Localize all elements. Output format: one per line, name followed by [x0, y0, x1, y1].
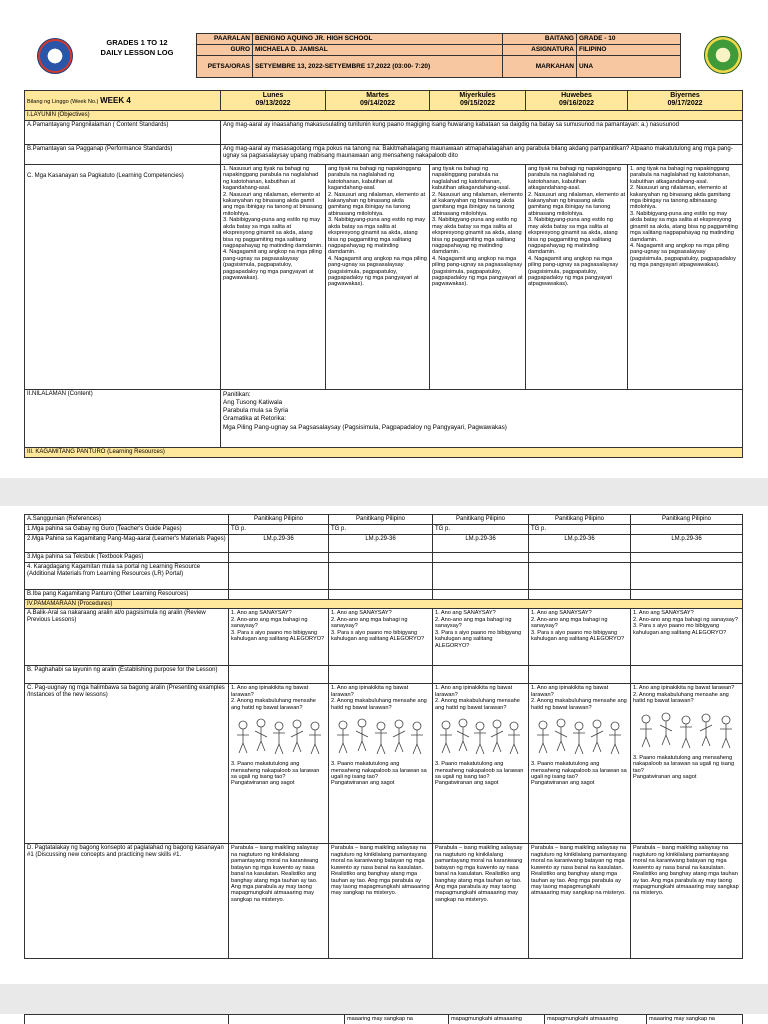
day-huwebes [526, 91, 628, 111]
people-sketch-icon [531, 713, 627, 759]
continuation-table [24, 1014, 743, 1024]
pagtalakay-col2: Parabula – isang maikling salaysay na nagtuturo ng kinikilalang pamantayang moral na karaniwang batayan ng mga kuwento ay nasa banal na kasulatan. Realistiko ang banghay atang mga tauhan ay tao. Ang mga parabula ay may taong mapagmungkahi atmaaaring may sangkap na misteryo. [329, 844, 433, 959]
pagugnay-col4 [529, 684, 631, 844]
day-date: 09/15/2022 [459, 100, 496, 108]
pagugnay-label: C. Pag-uugnay ng mga halimbawa sa bagong aralin (Presenting examples /Instances of the new lessons) [25, 684, 229, 844]
pagugnay-col1 [229, 684, 329, 844]
balik-col4: 1. Ano ang SANAYSAY? 2. Ano-ano ang mga bahagi ng sanaysay? 3. Para s aiyo paano mo bibigyang kahulugan ang salitang ALEGORYO? [529, 609, 631, 666]
pagugnay-col2 [329, 684, 433, 844]
teksbuk-label: 3.Mga pahina sa Teksbuk (Textbook Pages) [25, 552, 229, 562]
people-illustration [231, 713, 326, 759]
label-asignatura: ASIGNATURA [503, 45, 577, 56]
pagugnay-questions: 1. Ano ang ipinakikita ng bawat larawan? 2. Anong makabuluhang mensahe ang hatid ng bawat larawan? [531, 685, 627, 711]
procedures-table [24, 514, 743, 959]
sanggunian-col4: Panitikang Pilipino [529, 515, 631, 525]
value-paaralan: BENIGNO AQUINO JR. HIGH SCHOOL [253, 34, 503, 45]
label-baitang: BAITANG [503, 34, 577, 45]
section-kagamitang: III. KAGAMITANG PANTURO (Learning Resources) [25, 447, 743, 457]
value-asignatura: FILIPINO [577, 45, 681, 56]
day-date: 09/13/2022 [255, 100, 291, 108]
gabay-col2: TG p. [329, 524, 433, 534]
header-title-line1: GRADES 1 TO 12 [106, 38, 168, 47]
balik-label: A.Balik-Aral sa nakaraang aralin at/o pagsisimula ng aralin (Review Previous Lessons) [25, 609, 229, 666]
pagugnay-followup: 3. Paano makatutulong ang mensaheng nakapaloob sa larawan sa ugali ng isang tao? Pangatwiranan ang sagot [633, 754, 735, 780]
week-cell [25, 91, 221, 111]
week-label: Bilang ng Linggo (Week No.) [27, 98, 99, 105]
balik-col2: 1. Ano ang SANAYSAY? 2. Ano-ano ang mga bahagi ng sanaysay? 3. Para s aiyo paano mo bibigyang kahulugan ang salitang ALEGORYO? [329, 609, 433, 666]
pamantayang-text: Ang mag-aaral ay inaasahang makasusulating tunitunin kung paano magiging isang huwarang kabataan sa daigdig na batay sa sumusunod na pamantayan: a.) nasusunod [221, 120, 743, 144]
continuation-col3: mapagmungkahi atmaaaring [449, 1015, 545, 1024]
label-markahan: MARKAHAN [503, 56, 577, 78]
sanggunian-label: A.Sanggunian (References) [25, 515, 229, 525]
kasanayan-label-cell [25, 164, 221, 389]
pagugnay-questions: 1. Ano ang ipinakikita ng bawat larawan? 2. Anong makabuluhang mensahe ang hatid ng bawat larawan? [231, 685, 316, 711]
value-petsa: SETYEMBRE 13, 2022-SETYEMBRE 17,2022 (03:00- 7:20) [253, 56, 503, 78]
day-biyernes [628, 91, 743, 111]
day-name: Miyerkules [459, 92, 496, 99]
day-miyerkules [430, 91, 526, 111]
header-info-table [196, 33, 681, 78]
pagugnay-questions: 1. Ano ang ipinakikita ng bawat larawan? 2. Anong makabuluhang mensahe ang hatid ng bawat larawan? [633, 685, 735, 705]
page-gap-1 [0, 478, 768, 506]
header-title-line2: DAILY LESSON LOG [100, 48, 174, 58]
pagtalakay-col4: Parabula – isang maikling salaysay na nagtuturo ng kinikilalang pamantayang moral na karaniwang batayan ng mga kuwento ay nasa banal na kasulatan. Realistiko ang banghay atang mga tauhan ay tao. Ang mga parabula ay may taong mapagmungkahi atmaaaring may sangkap na misteryo. [529, 844, 631, 959]
pagugnay-followup: 3. Paano makatutulong ang mensaheng nakapaloob sa larawan sa ugali ng isang tao? Pangatwiranan ang sagot [531, 761, 627, 787]
continuation-col5: maaaring may sangkap na [647, 1015, 743, 1024]
school-seal [704, 36, 742, 74]
header-title [82, 38, 192, 58]
gabay-label: 1.Mga pahina sa Gabay ng Guro (Teacher's Guide Pages) [25, 524, 229, 534]
section-layunin: I.LAYUNIN (Objectives) [25, 111, 743, 121]
continuation-col2: maaaring may sangkap na [345, 1015, 449, 1024]
value-baitang: GRADE - 10 [577, 34, 681, 45]
pagugnay-followup: 3. Paano makatutulong ang mensaheng nakapaloob sa larawan sa ugali ng isang tao? Pangatwiranan ang sagot [435, 761, 524, 787]
pagugnay-followup: 3. Paano makatutulong ang mensaheng nakapaloob sa larawan sa ugali ng isang tao? Pangatwiranan ang sagot [231, 761, 320, 787]
gabay-col4: TG p. [529, 524, 631, 534]
value-markahan: UNA [577, 56, 681, 78]
kasanayan-col4: ang tiyak na bahagi ng napakinggang parabula na naglalahad ng katotohanan, kabutihan atkagandahang-asal. 2. Nasusuri ang nilalaman, elemento at kakanyahan ng binasang akda gamitang mga ibinigay na tanong atbinasang mitolohiya. 3. Nabibigyang-puna ang estilo ng may akda batay sa mga salita at ekspresyong ginamit sa akda, atang bisa ng paggamiting mga salitang nagpapahayag ng matinding damdamin. 4. Nagagamit ang angkop na mga piling pang-ugnay sa pagsasalaysay (pagsisimula, pagpapatuloy, pagpapadaloy ng mga pangyayari atpagwawakas). [526, 164, 628, 389]
value-guro: MICHAELA D. JAMISAL [253, 45, 503, 56]
sanggunian-col3: Panitikang Pilipino [433, 515, 529, 525]
nilalaman-text: Panitikan: Ang Tusong Katiwala Parabula mula sa Syria Gramatika at Retorika: Mga Piling Pang-ugnay sa Pagsasalaysay (Pagsisimula, Pagpapadaloy ng Pangyayari, Pagwawakas) [221, 389, 743, 447]
people-sketch-icon [633, 707, 739, 753]
kagamitan-col2: LM.p.29-36 [329, 534, 433, 552]
people-illustration [531, 713, 628, 759]
pamantayang-label: A.Pamantayang Pangnilalaman ( Content Standards) [25, 120, 221, 144]
day-lunes [221, 91, 326, 111]
kagamitan-col5: LM.p.29-36 [631, 534, 743, 552]
kagamitan-col4: LM.p.29-36 [529, 534, 631, 552]
day-date: 09/17/2022 [667, 100, 703, 108]
week-value: WEEK 4 [100, 95, 131, 105]
pagugnay-col5 [631, 684, 743, 844]
kagamitan-col1: LM.p.29-36 [229, 534, 329, 552]
kagamitan-label: 2.Mga Pahina sa Kagamitang Pang-Mag-aaral (Learner's Materials Pages) [25, 534, 229, 552]
label-paaralan: PAARALAN [197, 34, 253, 45]
pagugnay-followup: 3. Paano makatutulong ang mensaheng nakapaloob sa larawan sa ugali ng isang tao? Pangatwiranan ang sagot [331, 761, 427, 787]
sanggunian-col1: Panitikang Pilipino [229, 515, 329, 525]
page-gap-2 [0, 984, 768, 1014]
paghahabi-label: B. Paghahabi sa layunin ng aralin (Establishing purpose for the Lesson) [25, 666, 229, 684]
label-guro: GURO [197, 45, 253, 56]
balik-col3: 1. Ano ang SANAYSAY? 2. Ano-ano ang mga bahagi ng sanaysay? 3. Para s aiyo paano mo bibigyang kahulugan ang salitang ALEGORYO? [433, 609, 529, 666]
gabay-col5 [631, 524, 743, 534]
pagtalakay-col1: Parabula – isang maikling salaysay na nagtuturo ng kinikilalang pamantayang moral na karaniwang batayan ng mga kuwento ay nasa banal na kasulatan. Realistiko ang banghay atang mga tauhan ay tao. Ang mga parabula ay may taong mapagmungkahi atmaaaring may sangkap na misteryo. [229, 844, 329, 959]
people-illustration [633, 707, 740, 753]
people-illustration [435, 713, 526, 759]
kagamitan-col3: LM.p.29-36 [433, 534, 529, 552]
iba-label: B.Iba pang Kagamitang Panturo (Other Learning Resources) [25, 589, 229, 599]
continuation-col4: mapagmungkahi atmaaaring [545, 1015, 647, 1024]
pagtalakay-label: D. Pagtatalakay ng bagong konsepto at paglalahad ng bagong kasanayan #1 (Discussing new concepts and practicing new skills #1. [25, 844, 229, 959]
nilalaman-label: II.NILALAMAN (Content) [25, 389, 221, 447]
people-sketch-icon [435, 713, 525, 759]
day-date: 09/16/2022 [558, 100, 595, 108]
people-illustration [331, 713, 430, 759]
day-date: 09/14/2022 [359, 100, 396, 108]
day-name: Martes [366, 92, 389, 99]
kasanayan-label: C. Mga Kasanayan sa Pagkatuto (Learning Competencies) [27, 172, 184, 179]
people-sketch-icon [331, 713, 429, 759]
kasanayan-col5: 1. ang tiyak na bahagi ng napakinggang parabula na naglalahad ng katotohanan, kabutihan atkagandahang-asal. 2. Nasusuri ang nilalaman, elemento at kakanyahan ng binasang akda gamitang mga ibinigay na tanong atbinasang mitolohiya. 3. Nabibigyang-puna ang estilo ng may akda batay sa mga salita at ekspresyong ginamit sa akda, atang bisa ng paggamiting mga salitang nagpapahayag ng matinding damdamin. 4. Nagagamit ang angkop na mga piling pang-ugnay sa pagsasalaysay (pagsisimula, pagpapatuloy, pagpapadaloy ng mga pangyayari atpagwawakas). [628, 164, 743, 389]
day-martes [326, 91, 430, 111]
balik-col5: 1. Ano ang SANAYSAY? 2. Ano-ano ang mga bahagi ng sanaysay? 3. Para s aiyo paano mo bibigyang kahulugan ang salitang ALEGORYO? [631, 609, 743, 666]
pagugnay-col3 [433, 684, 529, 844]
kasanayan-col2: ang tiyak na bahagi ng napakinggang parabula na naglalahad ng katotohanan, kabutihan at kagandahang-asal. 2. Nasusuri ang nilalaman, elemento at kakanyahan ng binasang akda gamitang mga ibinigay na tanong atbinasang mitolohiya. 3. Nabibigyang-puna ang estilo ng may akda batay sa mga salita at ekspresyong ginamit sa akda, atang bisa ng paggamiting mga salitang nagpapahayag ng matinding damdamin. 4. Nagagamit ang angkop na mga piling pang-ugnay sa pagsasalaysay (pagsisimula, pagpapatuloy, pagpapadaloy ng mga pangyayari at pagwawakas). [326, 164, 430, 389]
karagdagang-label: 4. Karagdagang Kagamitan mula sa portal ng Learning Resource (Additional Materials from Learning Resources (LR) Portal) [25, 562, 229, 589]
objectives-table [24, 90, 743, 458]
day-name: Biyernes [670, 92, 700, 99]
people-sketch-icon [231, 713, 327, 759]
pagugnay-questions: 1. Ano ang ipinakikita ng bawat larawan? 2. Anong makabuluhang mensahe ang hatid ng bawat larawan? [435, 685, 520, 711]
pagtalakay-col5: Parabula – isang maikling salaysay na nagtuturo ng kinikilalang pamantayang moral na karaniwang batayan ng mga kuwento ay nasa banal na kasulatan. Realistiko ang banghay atang mga tauhan ay tao. Ang mga parabula ay may taong mapagmungkahi atmaaaring may sangkap na misteryo. [631, 844, 743, 959]
deped-seal [37, 38, 73, 74]
pagganap-text: Ang mag-aaral ay masasagotang mga pokus na tanong na: Bakitmahalagang maunawaan atmapahalagahan ang parabula bilang akdang pampanitikan? Atpaano makatutulong ang mga pang-ugnay sa pagsasalaysay upang mabisang maunawaan ang mensaheng nakapaloob dito [221, 144, 743, 164]
day-name: Lunes [262, 92, 284, 99]
kasanayan-col3: ang tiyak na bahagi ng napakinggang parabula na naglalahad ng katotohanan, kabutihan atkagandahang-asal. 2. Nasusuri ang nilalaman, elemento at kakanyahan ng binasang akda gamitang mga ibinigay na tanong atbinasang mitolohiya. 3. Nabibigyang-puna ang estilo ng may akda batay sa mga salita at ekspresyong ginamit sa akda, atang bisa ng paggamiting mga salitang nagpapahayag ng matinding damdamin. 4. Nagagamit ang angkop na mga piling pang-ugnay sa pagsasalaysay (pagsisimula, pagpapatuloy, pagpapadaloy ng mga pangyayari at pagwawakas). [430, 164, 526, 389]
sanggunian-col2: Panitikang Pilipino [329, 515, 433, 525]
day-name: Huwebes [561, 92, 592, 99]
pagugnay-questions: 1. Ano ang ipinakikita ng bawat larawan? 2. Anong makabuluhang mensahe ang hatid ng bawat larawan? [331, 685, 427, 711]
gabay-col1: TG p. [229, 524, 329, 534]
label-petsa: PETSA/ORAS [197, 56, 253, 78]
sanggunian-col5: Panitikang Pilipino [631, 515, 743, 525]
gabay-col3: TG p. [433, 524, 529, 534]
pagganap-label: B.Pamantayan sa Pagganap (Performance Standards) [25, 144, 221, 164]
kasanayan-col1: 1. Nasusuri ang tiyak na bahagi ng napakinggang parabula na naglalahad ng katotohanan, kabutihan at kagandahang-asal. 2. Nasusuri ang nilalaman, elemento at kakanyahan ng binasang akda gamit ang mga ibinigay na tanong at binasang mitolohiya. 3. Nabibigyang-puna ang estilo ng may akda batay sa mga salita at ekspresyong ginamit sa akda, atang bisa ng paggamiting mga salitang nagpapahayag ng matinding damdamin. 4. Nagagamit ang angkop na mga piling pang-ugnay sa pagsasalaysay (pagsisimula, pagpapatuloy, pagpapadaloy ng mga pangyayari at pagwawakas). [221, 164, 326, 389]
balik-col1: 1. Ano ang SANAYSAY? 2. Ano-ano ang mga bahagi ng sanaysay? 3. Para s aiyo paano mo bibigyang kahulugan ang salitang ALEGORYO? [229, 609, 329, 666]
pagtalakay-col3: Parabula – isang maikling salaysay na nagtuturo ng kinikilalang pamantayang moral na karaniwang batayan ng mga kuwento ay nasa banal na kasulatan. Realistiko ang banghay atang mga tauhan ay tao. Ang mga parabula ay may taong mapagmungkahi atmaaaring may sangkap na misteryo. [433, 844, 529, 959]
section-pamamaraan: IV.PAMAMARAAN (Procedures) [25, 599, 743, 609]
